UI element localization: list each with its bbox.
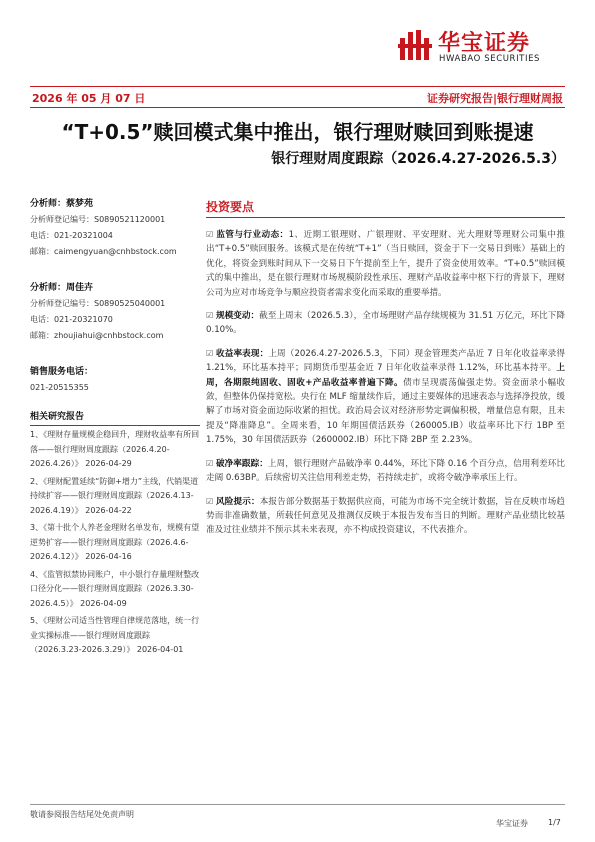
related-report-title: 5、《理财公司适当性管理自律规范落地，统一行业实操标准——银行理财周度跟踪（2026.3.23-2026.3.29）》 — [30, 616, 200, 654]
key-points-heading: 投资要点 — [206, 196, 565, 218]
key-point-body: 截至上周末（2026.5.3），全市场理财产品存续规模为 31.51 万亿元，环比下降 0.10%。 — [206, 311, 565, 336]
sales-phone: 021-20515355 — [30, 383, 89, 392]
sales-label: 销售服务电话： — [30, 367, 94, 377]
analyst-phone: 电话：021-20321004 — [30, 231, 113, 240]
key-point-lead: 收益率表现： — [216, 348, 269, 359]
left-sidebar — [30, 196, 200, 661]
key-point-lead: 破净率跟踪： — [215, 458, 268, 469]
related-report-title: 1、《理财存量规模企稳回升，理财收益率有所回落——银行理财周度跟踪（2026.4.20-2026.4.26）》 — [30, 430, 200, 468]
analyst-email[interactable]: 邮箱：caimengyuan@cnhbstock.com — [30, 247, 177, 256]
checkbox-icon: ☑ — [206, 230, 214, 239]
key-point-regulation — [206, 228, 565, 300]
checkbox-icon: ☑ — [206, 458, 214, 468]
key-point-risk — [206, 495, 565, 538]
report-title: “T+0.5”赎回模式集中推出，银行理财赎回到账提速 — [61, 120, 534, 144]
analyst-name: 分析师：周佳卉 — [30, 283, 94, 293]
analyst-block — [30, 280, 200, 344]
checkbox-icon: ☑ — [206, 496, 214, 506]
key-point-body: 债市呈现震荡偏强走势。资金面录小幅收敛，但整体仍保持宽松。央行在 MLF 缩量续作后，通过主要媒体的迅速表态与选择净投放，缓解了市场对资金面边际收紧的担忧。政治局会议对经济形势定调偏积极，增量信息有限，且未提及“降准降息”。全周来看，10 年期国债活跃券（260005.IB）收益率环比下行 1BP 至 1.75%，30 年国债活跃券（2600002.IB）环比下降 2BP 至 2.23%。 — [206, 377, 565, 446]
related-report-title: 4、《监管拟禁协同账户，中小银行存量理财整改口径分化——银行理财周度跟踪（2026.3.30-2026.4.5）》 — [30, 569, 200, 608]
related-report-date: 2026-04-16 — [85, 552, 132, 561]
key-point-lead: 规模变动： — [215, 311, 260, 322]
list-item[interactable] — [30, 428, 200, 472]
related-reports-list — [30, 428, 200, 658]
related-report-date: 2026-04-01 — [136, 645, 184, 654]
related-report-title: 3、《第十批个人养老金理财名单发布，规模有望逆势扩容——银行理财周度跟踪（2026.4.6-2026.4.12）》 — [30, 523, 200, 561]
key-point-break-net — [206, 457, 565, 486]
key-point-lead: 监管与行业动态： — [216, 230, 289, 240]
page-number: 1/7 — [548, 818, 561, 827]
list-item[interactable] — [30, 521, 200, 565]
key-point-body: 1、近期工银理财、广银理财、平安理财、光大理财等理财公司集中推出“T+0.5”赎回服务。该模式是在传统“T+1”（当日赎回，资金于下一交易日到账）基础上的优化，将资金到账时间从下一交易日下午提前至上午，提升了资金使用效率。“T+0.5”赎回模式的集中推出，是在银行理财市场规模阶段性承压、理财产品收益率中枢下行的背景下，理财公司为应对市场竞争与顺应投资者需求变化而采取的重要举措。 — [206, 230, 565, 298]
brand-name-en: HWABAO SECURITIES — [439, 54, 541, 64]
header-bar — [30, 86, 565, 108]
key-point-body: 上周（2026.4.27-2026.5.3，下同）现金管理类产品近 7 日年化收益率录得 1.21%，环比基本持平；同期货币型基金近 7 日年化收益率录得 1.12%，环比基本持平。 — [206, 348, 565, 374]
brand-mark-icon — [398, 28, 432, 62]
key-point-scale — [206, 309, 565, 338]
related-reports-heading: 相关研究报告 — [30, 408, 200, 426]
key-point-lead: 风险提示： — [216, 496, 260, 507]
checkbox-icon: ☑ — [206, 311, 214, 321]
report-date: 2026 年 05 月 07 日 — [32, 92, 146, 105]
analyst-cert: 分析师登记编号：S0890525040001 — [30, 299, 166, 308]
key-point-body: 上周，银行理财产品破净率 0.44%，环比下降 0.16 个百分点，信用利差环比走阔 0.63BP。后续密切关注信用利差走势，若持续走扩，或将令破净率承压上行。 — [206, 458, 565, 484]
list-item[interactable] — [30, 475, 200, 519]
footer-divider — [30, 804, 565, 805]
brand-name-cn: 华宝证券 — [438, 31, 531, 56]
analyst-block — [30, 196, 200, 260]
list-item[interactable] — [30, 568, 200, 612]
key-points-section — [206, 196, 565, 547]
related-report-date: 2026-04-09 — [80, 598, 127, 608]
report-type: 证券研究报告|银行理财周报 — [426, 92, 563, 105]
key-point-highlight: 上周，各期限纯固收、固收+产品收益率普遍下降。 — [206, 363, 565, 388]
analyst-email[interactable]: 邮箱：zhoujiahui@cnhbstock.com — [30, 331, 164, 340]
key-point-yield — [206, 347, 565, 448]
footer-disclaimer: 敬请参阅报告结尾处免责声明 — [30, 810, 134, 819]
related-report-title: 2、《理财配置延续“防御+增力”主线，代销渠道持续扩容——银行理财周度跟踪（2026.4.13-2026.4.19）》 — [30, 476, 199, 515]
company-logo — [398, 24, 563, 70]
analyst-cert: 分析师登记编号：S0890521120001 — [30, 215, 166, 224]
analyst-phone: 电话：021-20321070 — [30, 315, 113, 324]
list-item[interactable] — [30, 614, 200, 658]
checkbox-icon: ☑ — [206, 348, 214, 358]
related-report-date: 2026-04-22 — [85, 505, 132, 515]
key-point-body: 本报告部分数据基于数据供应商，可能为市场不完全统计数据，旨在反映市场趋势而非准确数量，所载任何意见及推测仅反映于本报告发布当日的判断。理财产品业绩比较基准及过往业绩并不预示其未来表现，亦不构成投资建议，不代表推介。 — [206, 496, 565, 536]
footer-brand: 华宝证券 — [496, 819, 528, 828]
analyst-name: 分析师：蔡梦苑 — [30, 199, 94, 209]
report-subtitle: 银行理财周度跟踪（2026.4.27-2026.5.3） — [271, 151, 565, 167]
related-report-date: 2026-04-29 — [85, 459, 132, 468]
